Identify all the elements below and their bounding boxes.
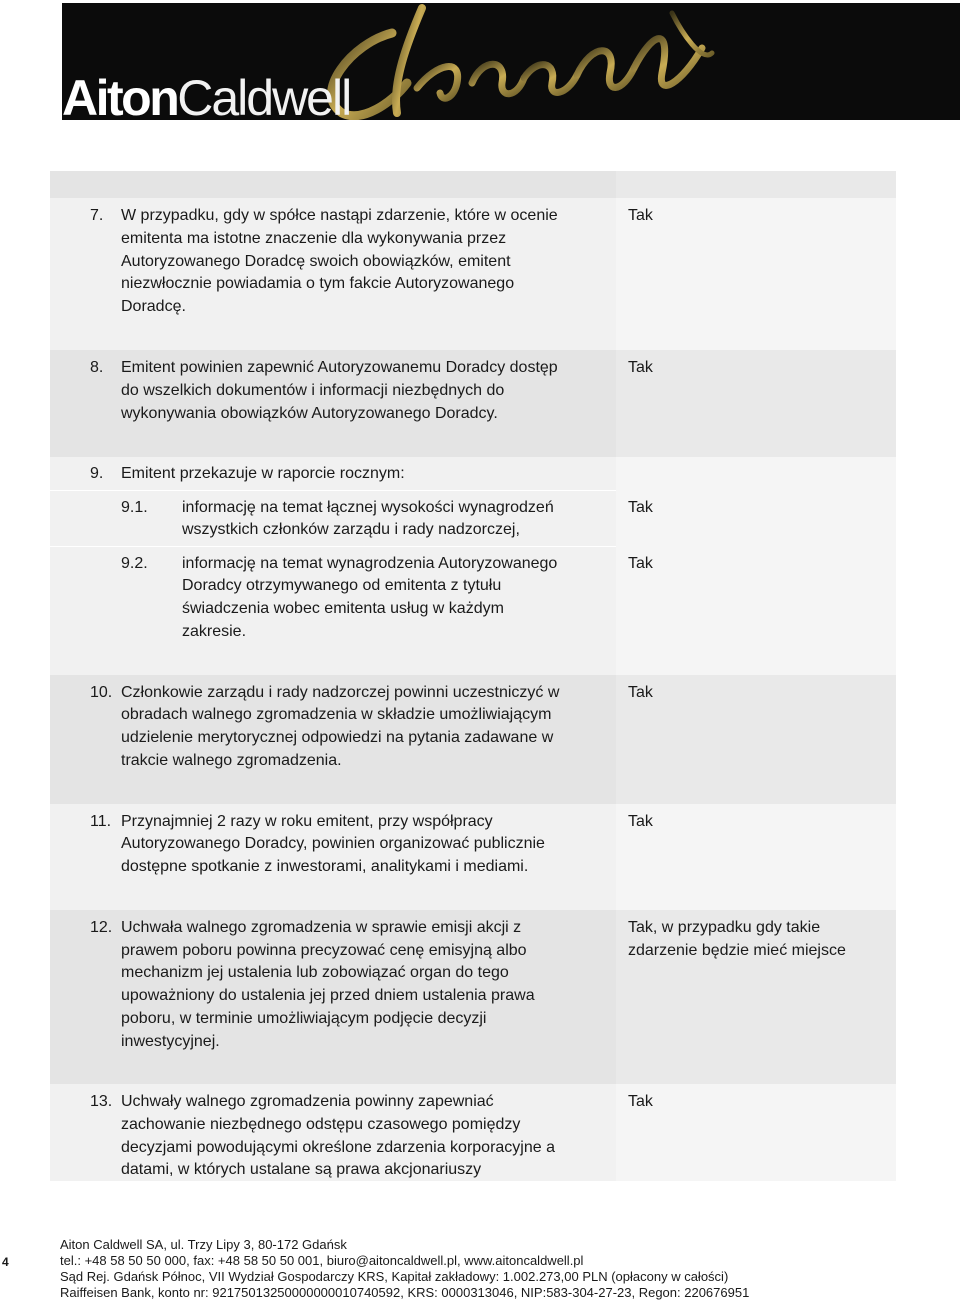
footer [60,1237,749,1301]
item-text-line: obradach walnego zgromadzenia w składzie umożliwiającym [121,706,552,723]
item-text-line: niezwłocznie powiadamia o tym fakcie Autoryzowanego [121,275,515,292]
row-divider [50,490,616,491]
item-text-line: Członkowie zarządu i rady nadzorczej powinni uczestniczyć w [121,684,560,701]
item-number: 7. [90,207,104,224]
item-text-line: Doradcę. [121,298,186,315]
item-text-line: zachowanie niezbędnego odstępu czasowego pomiędzy [121,1116,521,1133]
item-answer: Tak, w przypadku gdy takie [628,919,821,936]
subitem-text-line: wszystkich członków zarządu i rady nadzorczej, [182,521,520,538]
item-text-line: prawem poboru powinna precyzować cenę emisyjną albo [121,942,527,959]
item-number: 10. [90,684,113,701]
item-text-line: do wszelkich dokumentów i informacji niezbędnych do [121,382,505,399]
subitem-text-line: zakresie. [182,623,247,640]
subitem-answer: Tak [628,555,653,572]
table-header-strip [50,171,896,198]
item-answer: Tak [628,207,653,224]
item-text-line: W przypadku, gdy w spółce nastąpi zdarzenie, które w ocenie [121,207,558,224]
item-text-line: Emitent powinien zapewnić Autoryzowanemu Doradcy dostęp [121,359,558,376]
footer-registry: Sąd Rej. Gdańsk Północ, VII Wydział Gospodarczy KRS, Kapitał zakładowy: 1.002.273,00 PLN (opłacony w całości) [60,1269,729,1284]
header-banner [62,3,960,120]
item-text-line: udzielenie merytorycznej odpowiedzi na pytania zadawane w [121,729,554,746]
item-text-line: Uchwały walnego zgromadzenia powinny zapewniać [121,1093,494,1110]
item-answer: zdarzenie będzie mieć miejsce [628,942,846,959]
item-number: 9. [90,465,104,482]
item-text-line: Autoryzowanego Doradcy, powinien organizować publicznie [121,835,545,852]
item-text-line: Emitent przekazuje w raporcie rocznym: [121,465,405,482]
item-text-line: Uchwała walnego zgromadzenia w sprawie emisji akcji z [121,919,522,936]
item-text-line: dostępne spotkanie z inwestorami, analitykami i mediami. [121,858,529,875]
logo-bold-text: Aiton [62,70,178,120]
item-text-line: datami, w których ustalane są prawa akcjonariuszy [121,1161,482,1178]
footer-contact: tel.: +48 58 50 50 000, fax: +48 58 50 50 001, biuro@aitoncaldwell.pl, www.aitoncaldwell.pl [60,1253,584,1268]
item-number: 8. [90,359,104,376]
item-text-line: emitenta ma istotne znaczenie dla wykonywania przez [121,230,507,247]
subitem-text-line: Doradcy otrzymywanego od emitenta z tytułu [182,577,502,594]
footer-address: Aiton Caldwell SA, ul. Trzy Lipy 3, 80-172 Gdańsk [60,1237,347,1252]
item-answer: Tak [628,813,653,830]
page-number: 4 [2,1255,9,1269]
row-divider [50,546,616,547]
item-text-line: inwestycyjnej. [121,1033,220,1050]
item-text-line: upoważniony do ustalenia jej przed dniem ustalenia prawa [121,987,535,1004]
subitem-number: 9.1. [121,499,148,516]
item-text-line: decyzjami powodującymi określone zdarzenia korporacyjne a [121,1139,555,1156]
item-text-line: mechanizm jej ustalenia lub zobowiązać organ do tego [121,964,509,981]
subitem-text-line: świadczenia wobec emitenta usług w każdym [182,600,504,617]
company-logo [62,70,351,120]
subitem-number: 9.2. [121,555,148,572]
logo-regular-text: Caldwell [177,70,351,120]
item-text-line: Przynajmniej 2 razy w roku emitent, przy współpracy [121,813,493,830]
item-text-line: poboru, w terminie umożliwiającym podjęcie decyzji [121,1010,487,1027]
item-text-line: Autoryzowanego Doradcę swoich obowiązków, emitent [121,253,511,270]
item-number: 12. [90,919,113,936]
item-number: 13. [90,1093,113,1110]
item-text-line: wykonywania obowiązków Autoryzowanego Doradcy. [121,405,498,422]
item-number: 11. [90,813,112,830]
subitem-text-line: informację na temat łącznej wysokości wynagrodzeń [182,499,554,516]
item-answer: Tak [628,1093,653,1110]
item-answer: Tak [628,684,653,701]
subitem-answer: Tak [628,499,653,516]
item-answer: Tak [628,359,653,376]
item-text-line: trakcie walnego zgromadzenia. [121,752,342,769]
subitem-text-line: informację na temat wynagrodzenia Autoryzowanego [182,555,558,572]
footer-bank: Raiffeisen Bank, konto nr: 92175013250000000010740592, KRS: 0000313046, NIP:583-304-27-23, Regon: 220676951 [60,1285,750,1300]
